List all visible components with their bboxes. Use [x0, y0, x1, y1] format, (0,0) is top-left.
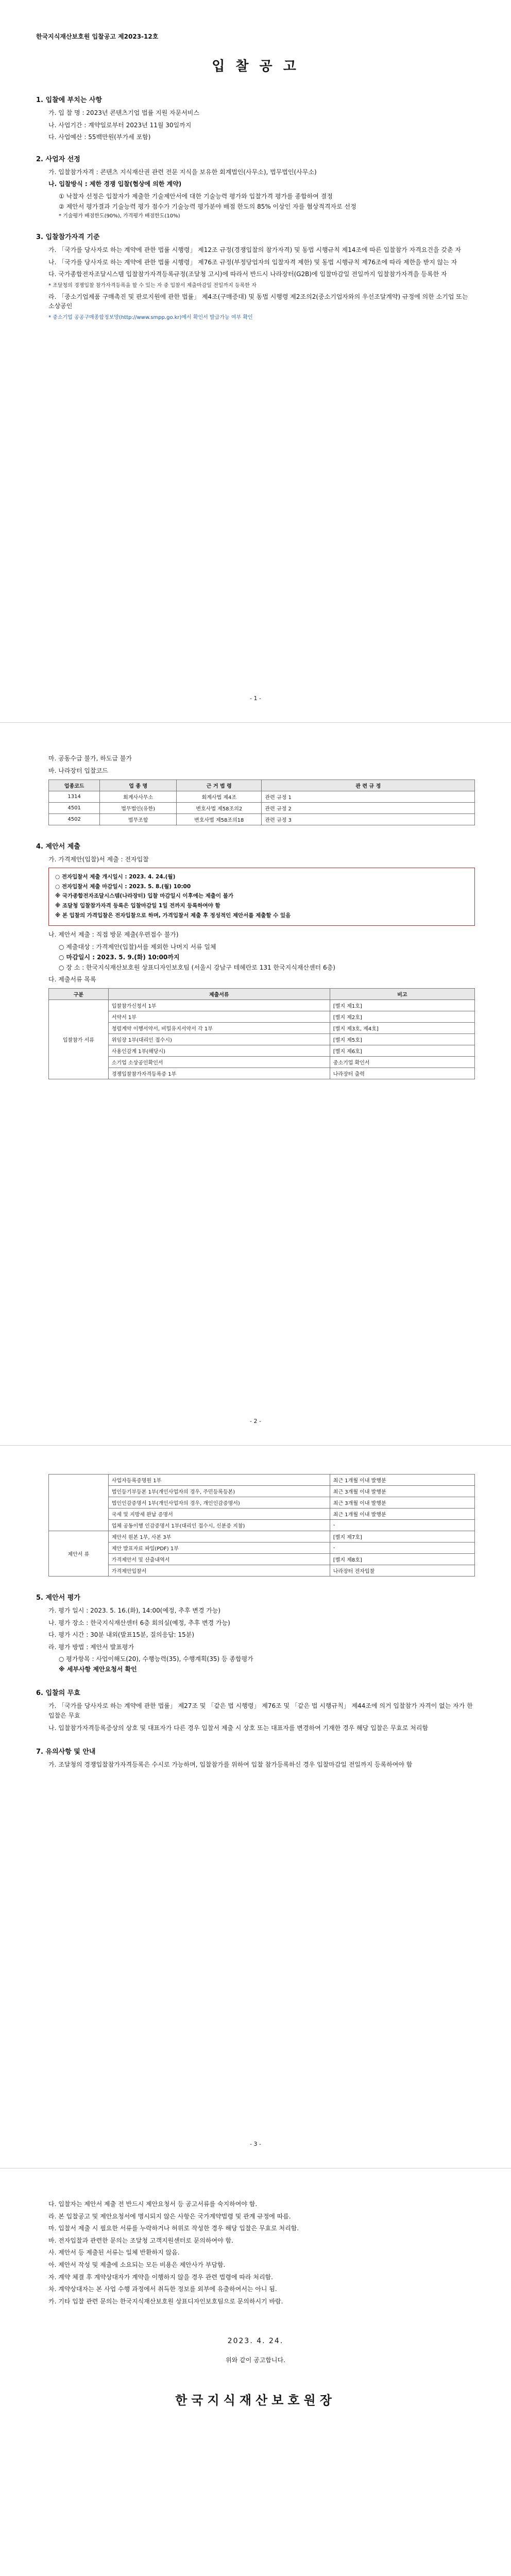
- page-number: - 2 -: [250, 1418, 261, 1425]
- cell: 최근 1개월 이내 발행분: [330, 1475, 474, 1486]
- cell: 업체 공동이행 인감증명서 1부(대리인 접수시, 신분증 지참): [108, 1520, 330, 1531]
- th: 관 련 규 정: [262, 780, 475, 791]
- s1-line: 나. 사업기간 : 계약일로부터 2023년 11월 30일까지: [48, 121, 192, 129]
- cell: 회계사법 제4조: [177, 791, 262, 803]
- cell: 제안 발표자료 파일(PDF) 1부: [108, 1543, 330, 1554]
- section-4-heading: 4. 제안서 제출: [36, 843, 80, 851]
- cell: [별지 제7호]: [330, 1531, 474, 1543]
- p4-line: 다. 입찰자는 제안서 제출 전 반드시 제안요청서 등 공고서류를 숙지하여야 함.: [48, 2200, 258, 2208]
- cell: [별지 제6호]: [330, 1045, 474, 1057]
- cell: 관련 규정 1: [262, 791, 475, 803]
- bidding-schedule-box: [48, 868, 475, 926]
- table-row: [49, 1000, 475, 1011]
- th: 업 종 명: [100, 780, 177, 791]
- table-row: [49, 1531, 475, 1543]
- cell: 위임장 1부(대리인 접수시): [108, 1034, 330, 1045]
- th: 업종코드: [49, 780, 100, 791]
- cell: 입찰참가신청서 1부: [108, 1000, 330, 1011]
- cell: 법무법인(유한): [100, 803, 177, 814]
- s3-link-note[interactable]: * 중소기업 공공구매종합정보망(http://www.smpp.go.kr)에서 확인서 발급가능 여부 확인: [48, 314, 253, 320]
- table-row: [49, 814, 475, 825]
- issuer-name: 한국지식재산보호원장: [175, 2393, 336, 2408]
- box-line: ○ 전자입찰서 제출 개시일시 : 2023. 4. 24.(월): [55, 873, 176, 880]
- cell: 관련 규정 3: [262, 814, 475, 825]
- cell: [별지 제2호]: [330, 1011, 474, 1023]
- s3-line: 나. 「국가를 당사자로 하는 계약에 관한 법률 시행령」 제76조 규정(부정당업자의 입찰자격 제한) 및 동법 시행규칙 제76조에 따라 제한을 받지 않는 자: [48, 258, 457, 266]
- th: 근 거 법 령: [177, 780, 262, 791]
- p4-line: 자. 계약 체결 후 계약상대자가 계약을 이행하지 않을 경우 관련 법령에 따라 처리함.: [48, 2273, 273, 2281]
- s1-line: 다. 사업예산 : 55백만원(부가세 포함): [48, 133, 151, 141]
- s2-sub: ② 제안서 평가결과 기술능력 평가 점수가 기술능력 평가분야 배점 한도의 85% 이상인 자를 협상적격자로 선정: [59, 202, 356, 210]
- cell: 경쟁입찰참가자격등록증 1부: [108, 1068, 330, 1079]
- s5-line: 가. 평가 일시 : 2023. 5. 16.(화), 14:00(예정, 추후 변경 가능): [48, 1607, 221, 1614]
- document-list-table: [48, 988, 475, 1079]
- box-line: ※ 본 입찰의 가격입찰은 전자입찰으로 하며, 가격입찰서 제출 후 정성적인 제안서를 제출할 수 있음: [55, 912, 291, 919]
- table-row: [49, 1034, 475, 1045]
- p4-line: 바. 전자입찰과 관련한 문의는 조달청 고객지원센터로 문의하여야 함.: [48, 2236, 233, 2244]
- cell: [별지 제5호]: [330, 1034, 474, 1045]
- section-2-heading: 2. 사업자 선정: [36, 155, 80, 163]
- table-row: [49, 1486, 475, 1497]
- s3-line: 라. 「중소기업제품 구매촉진 및 판로지원에 관한 법률」 제4조(구매증대) 및 동법 시행령 제2조의2(중소기업자와의 우선조달계약) 규정에 의한 소기업 또는 소상공인: [48, 293, 468, 310]
- page-number: - 1 -: [250, 695, 261, 702]
- table-row: [49, 1554, 475, 1565]
- s3-line: 다. 국가종합전자조달시스템 입찰참가자격등록규정(조달청 고시)에 따라서 반드시 나라장터(G2B)에 입찰마감일 전일까지 입찰참가자격을 등록한 자: [48, 270, 447, 278]
- cell: 변호사법 제58조의18: [177, 814, 262, 825]
- table-row: [49, 1045, 475, 1057]
- s4-line: 나. 제안서 제출 : 직접 방문 제출(우편접수 불가): [48, 931, 179, 938]
- cell: 가격제안서 및 산출내역서: [108, 1554, 330, 1565]
- table-row: [49, 791, 475, 803]
- box-line: ※ 조달청 입찰참가자격 등록은 입찰마감일 1일 전까지 등록하여야 함: [55, 903, 220, 909]
- section-3-heading: 3. 입찰참가자격 기준: [36, 233, 100, 241]
- p4-line: 라. 본 입찰공고 및 제안요청서에 명시되지 않은 사항은 국가계약법령 및 관계 규정에 따름.: [48, 2212, 291, 2220]
- s2-line: 가. 입찰참가자격 : 콘텐츠 지식재산권 관련 전문 지식을 보유한 회계법인(사무소), 법무법인(사무소): [48, 168, 317, 176]
- page-4: [0, 2168, 511, 2576]
- th: 비고: [330, 989, 474, 1000]
- s4-deadline: ○ 마감일시 : 2023. 5. 9.(화) 10:00까지: [59, 953, 180, 961]
- cell: [별지 제8호]: [330, 1554, 474, 1565]
- table-row: [49, 1497, 475, 1509]
- p4-line: 카. 기타 입찰 관련 문의는 한국지식재산보호원 상표디자인보호팀으로 문의하시기 바람.: [48, 2297, 283, 2305]
- s5-line: 라. 평가 방법 : 제안서 발표평가: [48, 1643, 134, 1651]
- document-list-table-continued: [48, 1474, 475, 1577]
- cell: 소기업 소상공인확인서: [108, 1057, 330, 1068]
- cell: 국세 및 지방세 완납 증명서: [108, 1509, 330, 1520]
- page-1: [0, 0, 511, 723]
- p4-line: 차. 계약상대자는 본 사업 수행 과정에서 취득한 정보를 외부에 유출하여서는 아니 됨.: [48, 2285, 277, 2293]
- category-cell: 입찰참가 서류: [49, 1000, 109, 1079]
- sp-line: 바. 나라장터 입찰코드: [48, 767, 108, 774]
- table-row: [49, 1068, 475, 1079]
- cell: 4501: [49, 803, 100, 814]
- s5-line: 다. 평가 시간 : 30분 내외(발표15분, 질의응답: 15분): [48, 1631, 195, 1639]
- cell: 법무조합: [100, 814, 177, 825]
- page-number: - 3 -: [250, 2141, 261, 2147]
- table-row: [49, 1011, 475, 1023]
- announcement-statement: 위와 같이 공고합니다.: [226, 2357, 285, 2364]
- industry-code-table: [48, 779, 475, 825]
- s5-sub: ○ 평가항목 : 사업이해도(20), 수행능력(35), 수행계획(35) 등 종합평가: [59, 1655, 253, 1663]
- table-row: [49, 1509, 475, 1520]
- page-title: 입 찰 공 고: [212, 59, 299, 74]
- cell: 법인인감증명서 1부(개인사업자의 경우, 개인인감증명서): [108, 1497, 330, 1509]
- cell: -: [330, 1543, 474, 1554]
- table-row: [49, 1565, 475, 1577]
- section-7-heading: 7. 유의사항 및 안내: [36, 1748, 96, 1756]
- section-6-heading: 6. 입찰의 무효: [36, 1689, 80, 1698]
- page-2: [0, 723, 511, 1446]
- p4-line: 마. 입찰서 제출 시 필요한 서류를 누락하거나 허위로 작성한 경우 해당 입찰은 무효로 처리함.: [48, 2225, 299, 2232]
- s4-intro: 가. 가격제안(입찰)서 제출 : 전자입찰: [48, 856, 149, 863]
- cell: 중소기업 확인서: [330, 1057, 474, 1068]
- cell: 1314: [49, 791, 100, 803]
- s4-sub: ○ 제출대상 : 가격제안(입찰)서를 제외한 나머지 서류 일체: [59, 943, 216, 951]
- cell: 회계사사무소: [100, 791, 177, 803]
- announcement-date: 2023. 4. 24.: [227, 2337, 284, 2346]
- section-5-heading: 5. 제안서 평가: [36, 1594, 80, 1602]
- table-row: [49, 1543, 475, 1554]
- th: 제출서류: [108, 989, 330, 1000]
- cell: 법인등기부등본 1부(개인사업자의 경우, 주민등록등본): [108, 1486, 330, 1497]
- table-row: [49, 1520, 475, 1531]
- table-row: [49, 1057, 475, 1068]
- cell: 가격제안입찰서: [108, 1565, 330, 1577]
- table-row: [49, 1023, 475, 1034]
- category-cell: 제안서 류: [49, 1531, 109, 1577]
- cell: 최근 3개월 이내 발행분: [330, 1497, 474, 1509]
- cell: 4502: [49, 814, 100, 825]
- s2-sub: ① 낙찰자 선정은 입찰자가 제출한 기술제안서에 대한 기술능력 평가와 입찰가격 평가를 종합하여 결정: [59, 192, 333, 200]
- announcement-number: 한국지식재산보호원 입찰공고 제2023-12호: [36, 33, 159, 40]
- table-row: [49, 1475, 475, 1486]
- table-row: [49, 803, 475, 814]
- s4-sub: ○ 장 소 : 한국지식재산보호원 상표디자인보호팀 (서울시 강남구 테헤란로 131 한국지식재산센터 6층): [59, 963, 335, 971]
- p4-line: 사. 제안서 등 제출된 서류는 일체 반환하지 않음.: [48, 2249, 180, 2257]
- s5-line: 나. 평가 장소 : 한국지식재산센터 6층 회의실(예정, 추후 변경 가능): [48, 1619, 230, 1626]
- cell: [별지 제3호, 제4호]: [330, 1023, 474, 1034]
- s2-method: 나. 입찰방식 : 제한 경쟁 입찰(협상에 의한 계약): [48, 180, 182, 188]
- cell: 사업자등록증명원 1부: [108, 1475, 330, 1486]
- s3-line: 가. 「국가를 당사자로 하는 계약에 관한 법률 시행령」 제12조 규정(경쟁입찰의 참가자격) 및 동법 시행규칙 제14조에 따른 입찰참가 자격요건을 갖춘 자: [48, 246, 461, 253]
- s1-line: 가. 입 찰 명 : 2023년 콘텐츠기업 법률 지원 자문서비스: [48, 109, 199, 116]
- s6-line: 가. 「국가를 당사자로 하는 계약에 관한 법률」 제27조 및 「같은 법 시행령」 제76조 및 「같은 법 시행규칙」 제44조에 의거 입찰참가 자격이 없는 자가 한 입찰은 무효: [48, 1702, 473, 1719]
- page-3: [0, 1446, 511, 2168]
- cell: 나라장터 출력: [330, 1068, 474, 1079]
- cell: 관련 규정 2: [262, 803, 475, 814]
- cell: -: [330, 1520, 474, 1531]
- p4-line: 아. 제안서 작성 및 제출에 소요되는 모든 비용은 제안사가 부담함.: [48, 2261, 226, 2268]
- s2-note: * 기술평가 배점한도(90%), 가격평가 배점한도(10%): [59, 213, 180, 219]
- cell: 변호사법 제58조의2: [177, 803, 262, 814]
- cell: 최근 3개월 이내 발행분: [330, 1486, 474, 1497]
- s3-note: * 조달청의 경쟁입찰 참가자격등록을 할 수 있는 자 중 입찰서 제출마감일 전일까지 등록한 자: [48, 282, 257, 289]
- cell: 청렴계약 이행서약서, 비밀유지서약서 각 1부: [108, 1023, 330, 1034]
- s7-line: 가. 조달청의 경쟁입찰참가자격등록은 수시로 가능하며, 입찰참가를 위하여 입찰 참가등록하신 경우 입찰마감일 전일까지 등록하여야 함: [48, 1761, 413, 1769]
- cell: 서약서 1부: [108, 1011, 330, 1023]
- cell: [별지 제1호]: [330, 1000, 474, 1011]
- box-line: ※ 국가종합전자조달시스템(나라장터) 입찰 마감일시 이후에는 제출이 불가: [55, 893, 234, 900]
- cell: 최근 1개월 이내 발행분: [330, 1509, 474, 1520]
- cell: 사용인감계 1부(해당시): [108, 1045, 330, 1057]
- s5-note: ※ 세부사항 제안요청서 확인: [59, 1666, 137, 1673]
- cell: 나라장터 전자입찰: [330, 1565, 474, 1577]
- box-line: ○ 전자입찰서 제출 마감일시 : 2023. 5. 8.(월) 10:00: [55, 883, 191, 890]
- s6-line: 나. 입찰참가자격등록증상의 상호 및 대표자가 다른 경우 입찰서 제출 시 상호 또는 대표자를 변경하여 기재한 경우 해당 입찰은 무효로 처리함: [48, 1724, 429, 1732]
- cell: 제안서 원본 1부, 사본 3부: [108, 1531, 330, 1543]
- s4-line: 다. 제출서류 목록: [48, 975, 96, 983]
- sp-line: 마. 공동수급 불가, 하도급 불가: [48, 755, 132, 762]
- section-1-heading: 1. 입찰에 부치는 사항: [36, 96, 103, 104]
- th: 구분: [49, 989, 109, 1000]
